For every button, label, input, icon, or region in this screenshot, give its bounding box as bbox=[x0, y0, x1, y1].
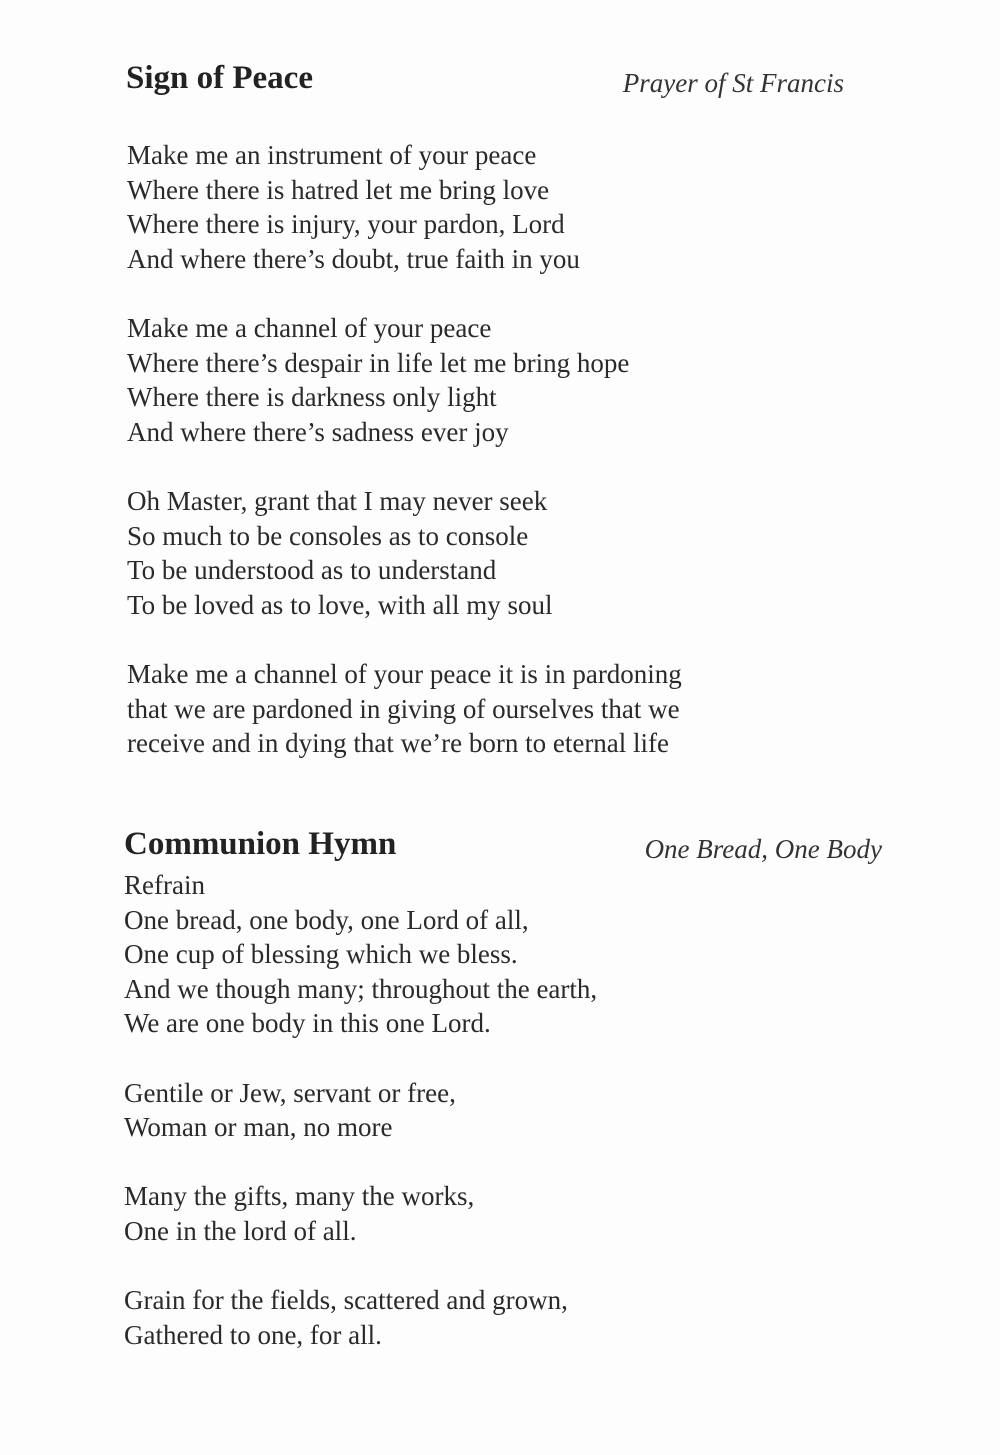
verse-line: To be loved as to love, with all my soul bbox=[127, 589, 553, 620]
verse-line: And where there’s sadness ever joy bbox=[127, 416, 509, 447]
verse-line: that we are pardoned in giving of ourselves that we bbox=[127, 693, 680, 724]
section-sign-of-peace bbox=[124, 60, 864, 761]
verse-line: We are one body in this one Lord. bbox=[124, 1008, 491, 1039]
verse-line: Many the gifts, many the works, bbox=[124, 1181, 475, 1212]
verse-line: receive and in dying that we’re born to eternal life bbox=[127, 728, 670, 759]
section-title: Sign of Peace bbox=[126, 60, 313, 96]
verse-line: Where there’s despair in life let me bring hope bbox=[127, 347, 630, 378]
section-subtitle: One Bread, One Body bbox=[644, 834, 882, 864]
section-communion-hymn bbox=[124, 826, 882, 1387]
stanza bbox=[124, 1076, 864, 1145]
verse-line: Oh Master, grant that I may never seek bbox=[127, 485, 548, 516]
verse-line: Where there is darkness only light bbox=[127, 382, 497, 413]
section-header bbox=[124, 826, 882, 870]
stanza bbox=[127, 311, 864, 449]
verse-line: Woman or man, no more bbox=[124, 1112, 393, 1143]
verse-line: Gathered to one, for all. bbox=[124, 1319, 382, 1350]
stanza-list bbox=[124, 868, 864, 1352]
verse-line: And where there’s doubt, true faith in you bbox=[127, 243, 580, 274]
verse-line: To be understood as to understand bbox=[127, 555, 497, 586]
stanza bbox=[124, 1179, 864, 1248]
verse-line: Where there is hatred let me bring love bbox=[127, 174, 550, 205]
verse-line: Make me a channel of your peace bbox=[127, 312, 492, 343]
verse-line: Make me an instrument of your peace bbox=[127, 140, 537, 170]
section-header bbox=[124, 60, 864, 104]
stanza bbox=[127, 138, 864, 276]
refrain-label: Refrain bbox=[124, 870, 205, 900]
stanza bbox=[124, 1283, 864, 1352]
verse-line: So much to be consoles as to console bbox=[127, 520, 529, 551]
verse-line: Make me a channel of your peace it is in pardoning bbox=[127, 658, 682, 689]
verse-line: Grain for the fields, scattered and grown, bbox=[124, 1285, 568, 1316]
verse-line: Where there is injury, your pardon, Lord bbox=[127, 209, 565, 240]
stanza bbox=[127, 484, 864, 622]
section-title: Communion Hymn bbox=[124, 826, 397, 862]
verse-line: One bread, one body, one Lord of all, bbox=[124, 904, 529, 935]
stanza-list bbox=[124, 138, 864, 761]
section-subtitle: Prayer of St Francis bbox=[622, 68, 844, 98]
verse-line: Gentile or Jew, servant or free, bbox=[124, 1077, 456, 1108]
stanza bbox=[124, 868, 864, 1041]
verse-line: One cup of blessing which we bless. bbox=[124, 939, 518, 970]
verse-line: One in the lord of all. bbox=[124, 1215, 357, 1246]
verse-line: And we though many; throughout the earth, bbox=[124, 973, 598, 1004]
stanza bbox=[127, 657, 864, 761]
